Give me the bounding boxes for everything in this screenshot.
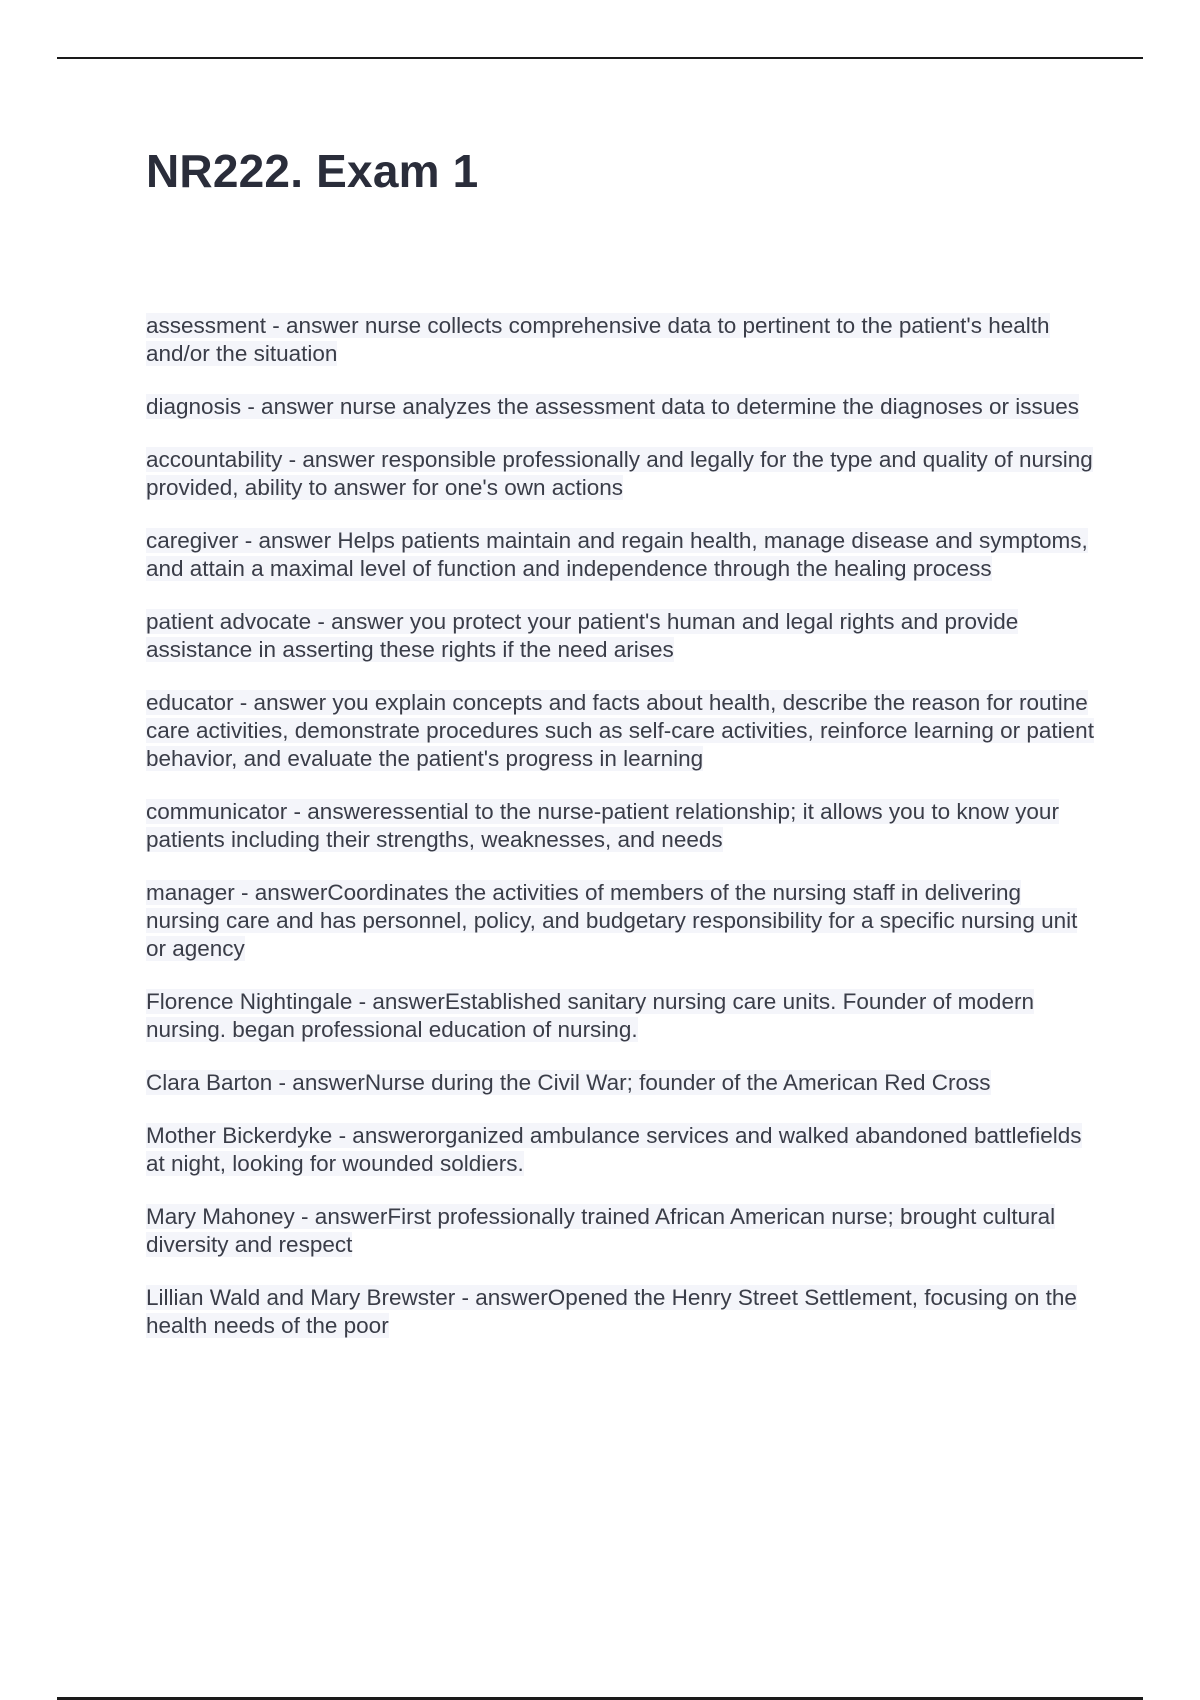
flashcard-entry xyxy=(146,393,1096,421)
flashcard-entry xyxy=(146,446,1096,502)
document-title: NR222. Exam 1 xyxy=(146,145,479,197)
flashcard-entry xyxy=(146,988,1096,1044)
flashcard-entry xyxy=(146,798,1096,854)
flashcard-text: accountability - answer responsible professionally and legally for the type and quality of nursing provided, ability to answer for one's own actions xyxy=(146,447,1093,500)
flashcard-entry xyxy=(146,1203,1096,1259)
flashcard-entry xyxy=(146,1069,1096,1097)
flashcard-text: manager - answerCoordinates the activities of members of the nursing staff in delivering nursing care and has personnel, policy, and budgetary responsibility for a specific nursing unit or agency xyxy=(146,880,1078,961)
flashcard-entry xyxy=(146,689,1096,773)
flashcard-entry xyxy=(146,527,1096,583)
flashcard-entry xyxy=(146,879,1096,963)
flashcard-text: Lillian Wald and Mary Brewster - answerOpened the Henry Street Settlement, focusing on the health needs of the poor xyxy=(146,1285,1077,1338)
flashcard-text: Florence Nightingale - answerEstablished sanitary nursing care units. Founder of modern nursing. began professional education of nursing. xyxy=(146,989,1034,1042)
flashcard-entry xyxy=(146,1122,1096,1178)
flashcard-text: communicator - answeressential to the nurse-patient relationship; it allows you to know your patients including their strengths, weaknesses, and needs xyxy=(146,799,1059,852)
flashcard-text: caregiver - answer Helps patients maintain and regain health, manage disease and symptoms, and attain a maximal level of function and independence through the healing process xyxy=(146,528,1088,581)
flashcard-entry xyxy=(146,312,1096,368)
flashcard-entry xyxy=(146,608,1096,664)
flashcard-text: educator - answer you explain concepts and facts about health, describe the reason for routine care activities, demonstrate procedures such as self-care activities, reinforce learning or patient behavior, and evaluate the patient's progress in learning xyxy=(146,690,1094,771)
flashcard-text: Mary Mahoney - answerFirst professionally trained African American nurse; brought cultural diversity and respect xyxy=(146,1204,1056,1257)
flashcard-text: Mother Bickerdyke - answerorganized ambulance services and walked abandoned battlefields at night, looking for wounded soldiers. xyxy=(146,1123,1082,1176)
flashcard-text: assessment - answer nurse collects comprehensive data to pertinent to the patient's health and/or the situation xyxy=(146,313,1050,366)
flashcard-text: patient advocate - answer you protect your patient's human and legal rights and provide assistance in asserting these rights if the need arises xyxy=(146,609,1019,662)
top-divider xyxy=(57,57,1143,59)
flashcard-list xyxy=(146,312,1096,1365)
flashcard-entry xyxy=(146,1284,1096,1340)
flashcard-text: diagnosis - answer nurse analyzes the assessment data to determine the diagnoses or issues xyxy=(146,394,1080,419)
flashcard-text: Clara Barton - answerNurse during the Civil War; founder of the American Red Cross xyxy=(146,1070,991,1095)
